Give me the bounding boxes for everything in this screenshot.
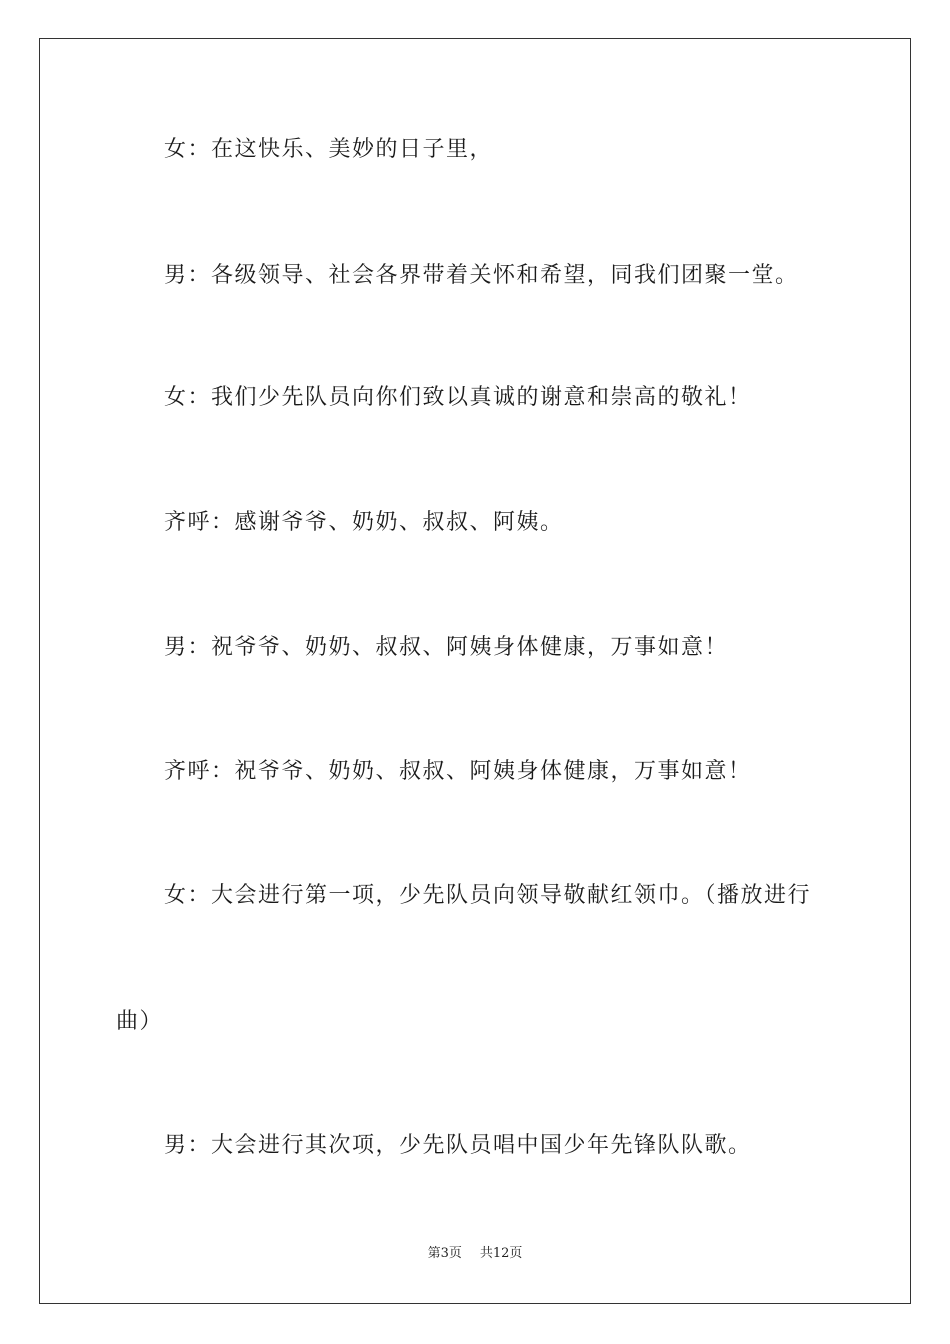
paragraph-7-continuation: 曲） (116, 1009, 164, 1034)
page-footer (0, 1245, 950, 1263)
paragraph-7: 女：大会进行第一项，少先队员向领导敬献红领巾。（播放进行 (164, 883, 812, 908)
page-frame (39, 38, 911, 1304)
paragraph-2: 男：各级领导、社会各界带着关怀和希望，同我们团聚一堂。 (164, 263, 799, 288)
page-number: 第3页 (427, 1246, 462, 1261)
page-total: 共12页 (479, 1246, 523, 1261)
paragraph-1: 女：在这快乐、美妙的日子里， (164, 137, 494, 162)
paragraph-3: 女：我们少先队员向你们致以真诚的谢意和崇高的敬礼！ (164, 385, 752, 410)
paragraph-8: 男：大会进行其次项，少先队员唱中国少年先锋队队歌。 (164, 1133, 752, 1158)
paragraph-6: 齐呼：祝爷爷、奶奶、叔叔、阿姨身体健康，万事如意！ (164, 759, 752, 784)
paragraph-4: 齐呼：感谢爷爷、奶奶、叔叔、阿姨。 (164, 510, 564, 535)
paragraph-5: 男：祝爷爷、奶奶、叔叔、阿姨身体健康，万事如意！ (164, 635, 729, 660)
